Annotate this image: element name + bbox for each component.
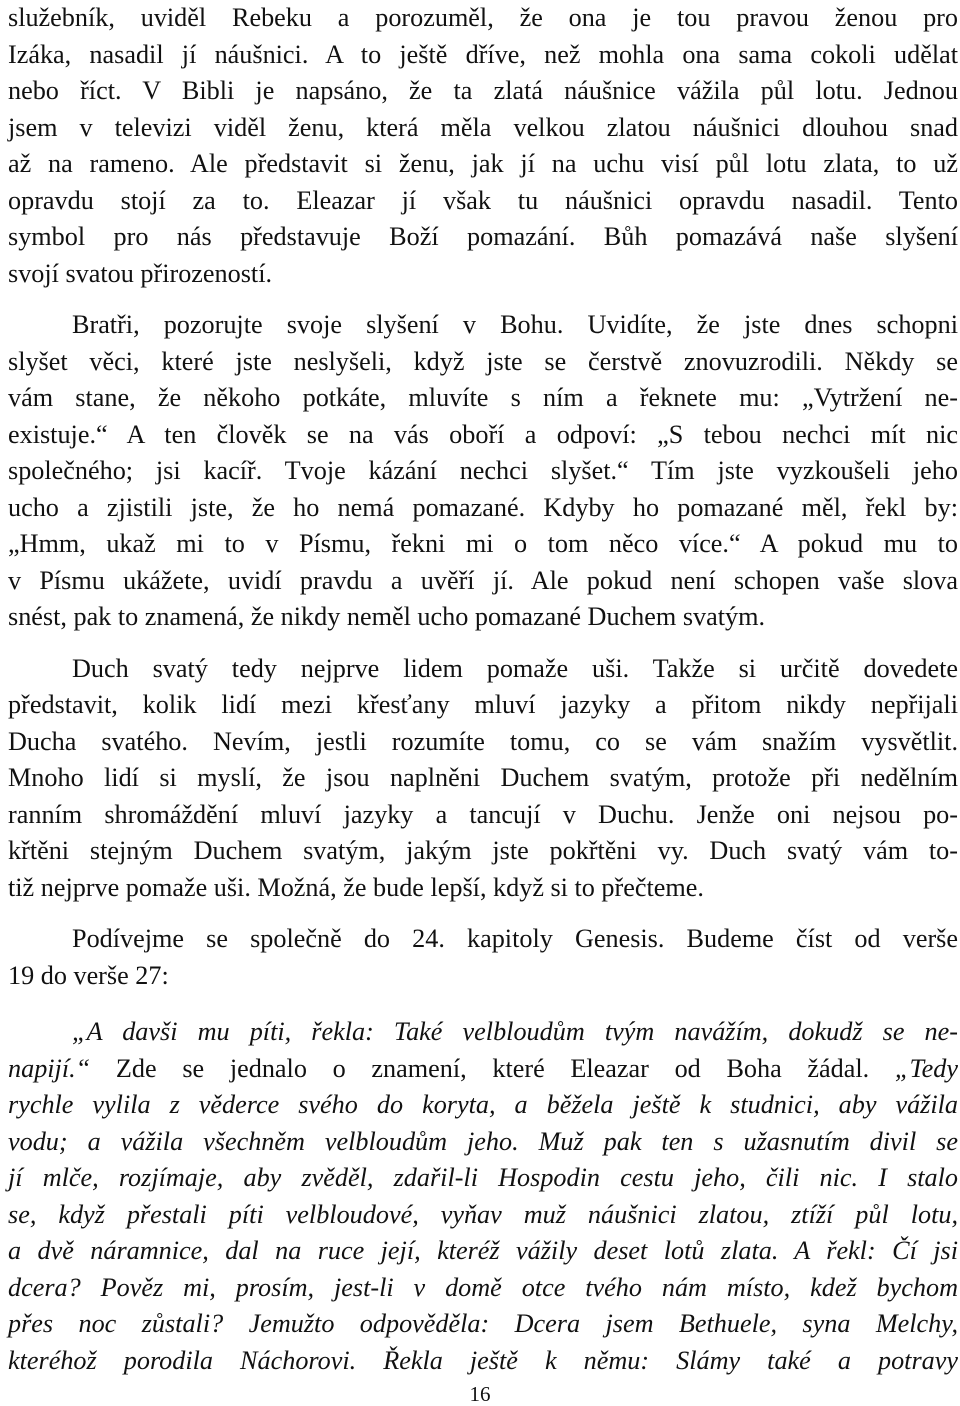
paragraph-2 xyxy=(8,307,958,636)
page-number: 16 xyxy=(469,1382,491,1406)
text-line: služebník, uviděl Rebeku a porozuměl, že ona je tou pravou ženou pro xyxy=(8,3,958,32)
text-line: tiž nejprve pomaže uši. Možná, že bude lepší, když si to přečteme. xyxy=(8,872,704,902)
quote-line: vodu; a vážila všechněm velbloudům jeho. Muž pak ten s užasnutím divil se xyxy=(8,1126,958,1156)
paragraph-1 xyxy=(8,0,958,292)
text-line: 19 do verše 27: xyxy=(8,960,169,990)
text-line: Bratři, pozorujte svoje slyšení v Bohu. Uvidíte, že jste dnes schopni xyxy=(72,310,958,339)
text-line: slyšet věci, které jste neslyšeli, když jste se čerstvě znovuzrodili. Někdy se xyxy=(8,346,958,376)
text-line: jsem v televizi viděl ženu, která měla velkou zlatou náušnici dlouhou snad xyxy=(8,112,958,142)
quote-line: dcera? Pověz mi, prosím, jest-li v domě otce tvého nám místo, kdež bychom xyxy=(8,1272,958,1302)
text-line: symbol pro nás představuje Boží pomazání. Bůh pomazává naše slyšení xyxy=(8,222,958,251)
text-line: představit, kolik lidí mezi křesťany mluví jazyky a přitom nikdy nepřijali xyxy=(8,690,958,719)
scripture-quote xyxy=(8,1014,958,1379)
text-line: Duch svatý tedy nejprve lidem pomaže uši. Takže si určitě dovedete xyxy=(72,653,958,683)
quote-line: rychle vylila z věderce svého do koryta, a běžela ještě k studnici, aby vážila xyxy=(8,1090,958,1119)
text-line: v Písmu ukážete, uvidí pravdu a uvěří jí. Ale pokud není schopen vaše slova xyxy=(8,565,958,595)
text-line: Podívejme se společně do 24. kapitoly Genesis. Budeme číst od verše xyxy=(72,924,958,953)
text-line: „Hmm, ukaž mi to v Písmu, řekni mi o tom něco více.“ A pokud mu to xyxy=(8,529,958,558)
text-line: svojí svatou přirozeností. xyxy=(8,258,273,288)
quote-line-mixed xyxy=(8,1051,958,1088)
text-line: až na rameno. Ale představit si ženu, jak jí na uchu visí půl lotu zlata, to už xyxy=(8,149,958,178)
text-line: ranním shromáždění mluví jazyky a tancují v Duchu. Jenže oni nejsou po- xyxy=(8,799,958,829)
quote-line: jí mlče, rozjímaje, aby zvěděl, zdařil-li Hospodin cestu jeho, čili nic. I stalo xyxy=(8,1163,958,1192)
text-line: společného; jsi kacíř. Tvoje kázání nechci slyšet.“ Tím jste vyzkoušeli jeho xyxy=(8,456,958,485)
paragraph-gap xyxy=(8,292,958,307)
text-line: opravdu stojí za to. Eleazar jí však tu náušnici opravdu nasadil. Tento xyxy=(8,185,958,215)
text-line: vám stane, že někoho potkáte, mluvíte s ním a řeknete mu: „Vytržení ne- xyxy=(8,383,958,412)
text-line: Izáka, nasadil jí náušnici. A to ještě dříve, než mohla ona sama cokoli udělat xyxy=(8,39,958,69)
text-line: křtěni stejným Duchem svatým, jakým jste pokřtěni vy. Duch svatý vám to- xyxy=(8,836,958,865)
text-line: existuje.“ A ten člověk se na vás oboří a odpoví: „S tebou nechci mít nic xyxy=(8,419,958,449)
paragraph-3 xyxy=(8,651,958,907)
quote-line: a dvě náramnice, dal na ruce její, kteréž vážily deset lotů zlata. A řekl: Čí jsi xyxy=(8,1236,958,1265)
text-line: ucho a zjistili jste, že ho nemá pomazané. Kdyby ho pomazané měl, řekl by: xyxy=(8,492,958,522)
text-line: snést, pak to znamená, že nikdy neměl ucho pomazané Duchem svatým. xyxy=(8,602,766,631)
text-line: Mnoho lidí si myslí, že jsou naplněni Duchem svatým, protože při nedělním xyxy=(8,763,958,792)
quote-line: se, když přestali píti velbloudové, vyňav muž náušnici zlatou, ztíží půl lotu, xyxy=(8,1199,958,1229)
paragraph-gap xyxy=(8,636,958,651)
quote-line: přes noc zůstali? Jemužto odpověděla: Dcera jsem Bethuele, syna Melchy, xyxy=(8,1309,958,1338)
paragraph-gap xyxy=(8,906,958,921)
quote-segment: „Tedy xyxy=(869,1053,958,1083)
text-line: nebo říct. V Bibli je napsáno, že ta zlatá náušnice vážila půl lotu. Jednou xyxy=(8,76,958,105)
document-page xyxy=(8,0,958,1379)
quote-line: kteréhož porodila Náchorovi. Řekla ještě k němu: Slámy také a potravy xyxy=(8,1345,958,1375)
text-line: Ducha svatého. Nevím, jestli rozumíte tomu, co se vám snažím vysvětlit. xyxy=(8,726,958,756)
quote-segment: napijí.“ xyxy=(8,1053,116,1083)
quote-line: „A davši mu píti, řekla: Také velbloudům tvým navážím, dokudž se ne- xyxy=(72,1017,958,1046)
commentary-segment: Zde se jednalo o znamení, které Eleazar od Boha žádal. xyxy=(115,1053,870,1083)
paragraph-4 xyxy=(8,921,958,994)
paragraph-gap xyxy=(8,994,958,1014)
